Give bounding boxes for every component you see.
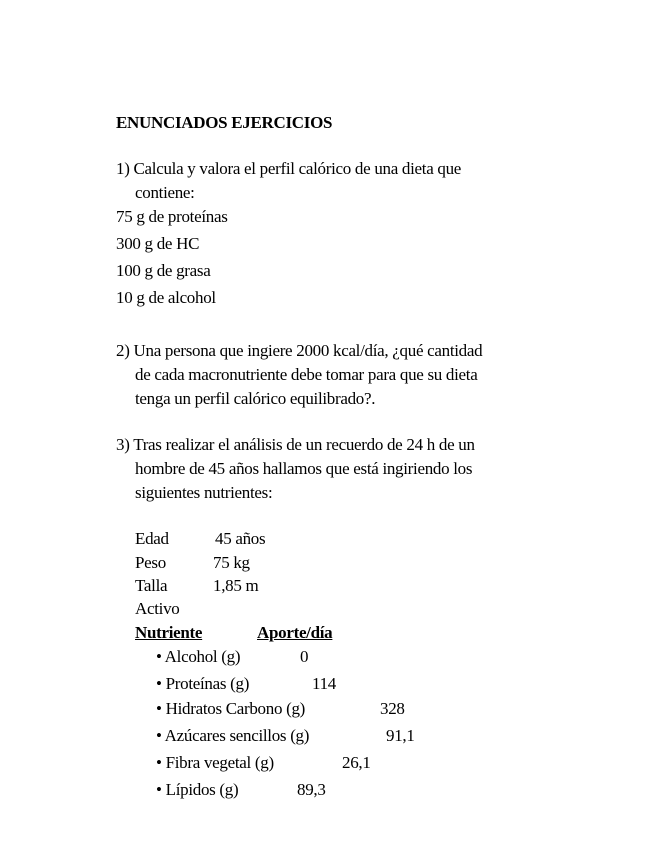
exercise-3-line-3: siguientes nutrientes:	[135, 483, 273, 502]
bullet-icon: •	[156, 753, 162, 772]
nutrient-list-item	[156, 698, 305, 720]
exercise-1-line-1: 1) Calcula y valora el perfil calórico de una dieta que	[116, 159, 462, 178]
nutrient-value: 26,1	[342, 753, 371, 772]
bullet-icon: •	[156, 674, 162, 693]
nutrient-list-item	[156, 725, 309, 747]
exercise-1-item: 100 g de grasa	[116, 261, 211, 280]
exercise-3-line-1: 3) Tras realizar el análisis de un recuerdo de 24 h de un	[116, 435, 475, 454]
profile-label: Talla	[135, 576, 168, 595]
exercise-3-line-2: hombre de 45 años hallamos que está ingiriendo los	[135, 459, 473, 478]
exercise-2-line-3: tenga un perfil calórico equilibrado?.	[135, 389, 376, 408]
exercise-1-item: 300 g de HC	[116, 234, 200, 253]
exercise-1-item: 75 g de proteínas	[116, 207, 228, 226]
exercise-2-line-2: de cada macronutriente debe tomar para que su dieta	[135, 365, 478, 384]
bullet-icon: •	[156, 647, 162, 666]
nutrient-value: 328	[380, 699, 405, 718]
column-header-intake: Aporte/día	[257, 623, 333, 642]
nutrient-name: Hidratos Carbono (g)	[165, 699, 306, 718]
column-header-nutrient: Nutriente	[135, 623, 203, 642]
nutrient-name: Lípidos (g)	[165, 780, 239, 799]
nutrient-value: 114	[312, 674, 336, 693]
nutrient-value: 89,3	[297, 780, 326, 799]
nutrient-name: Alcohol (g)	[164, 647, 241, 666]
nutrient-value: 91,1	[386, 726, 415, 745]
profile-label: Edad	[135, 529, 169, 548]
bullet-icon: •	[156, 699, 162, 718]
page-title: ENUNCIADOS EJERCICIOS	[116, 113, 333, 132]
nutrient-list-item	[156, 673, 249, 695]
nutrient-value: 0	[300, 647, 309, 666]
bullet-icon: •	[156, 726, 162, 745]
exercise-2-line-1: 2) Una persona que ingiere 2000 kcal/día, ¿qué cantidad	[116, 341, 483, 360]
exercise-1-line-2: contiene:	[135, 183, 195, 202]
profile-value: 75 kg	[213, 553, 250, 572]
nutrient-list-item	[156, 752, 274, 774]
profile-value: 1,85 m	[213, 576, 259, 595]
nutrient-list-item	[156, 779, 238, 801]
profile-value: 45 años	[215, 529, 266, 548]
nutrient-name: Fibra vegetal (g)	[165, 753, 274, 772]
exercise-1-item: 10 g de alcohol	[116, 288, 216, 307]
nutrient-name: Proteínas (g)	[165, 674, 250, 693]
bullet-icon: •	[156, 780, 162, 799]
nutrient-name: Azúcares sencillos (g)	[164, 726, 310, 745]
activity-level: Activo	[135, 599, 180, 618]
profile-label: Peso	[135, 553, 166, 572]
nutrient-list-item	[156, 646, 240, 668]
